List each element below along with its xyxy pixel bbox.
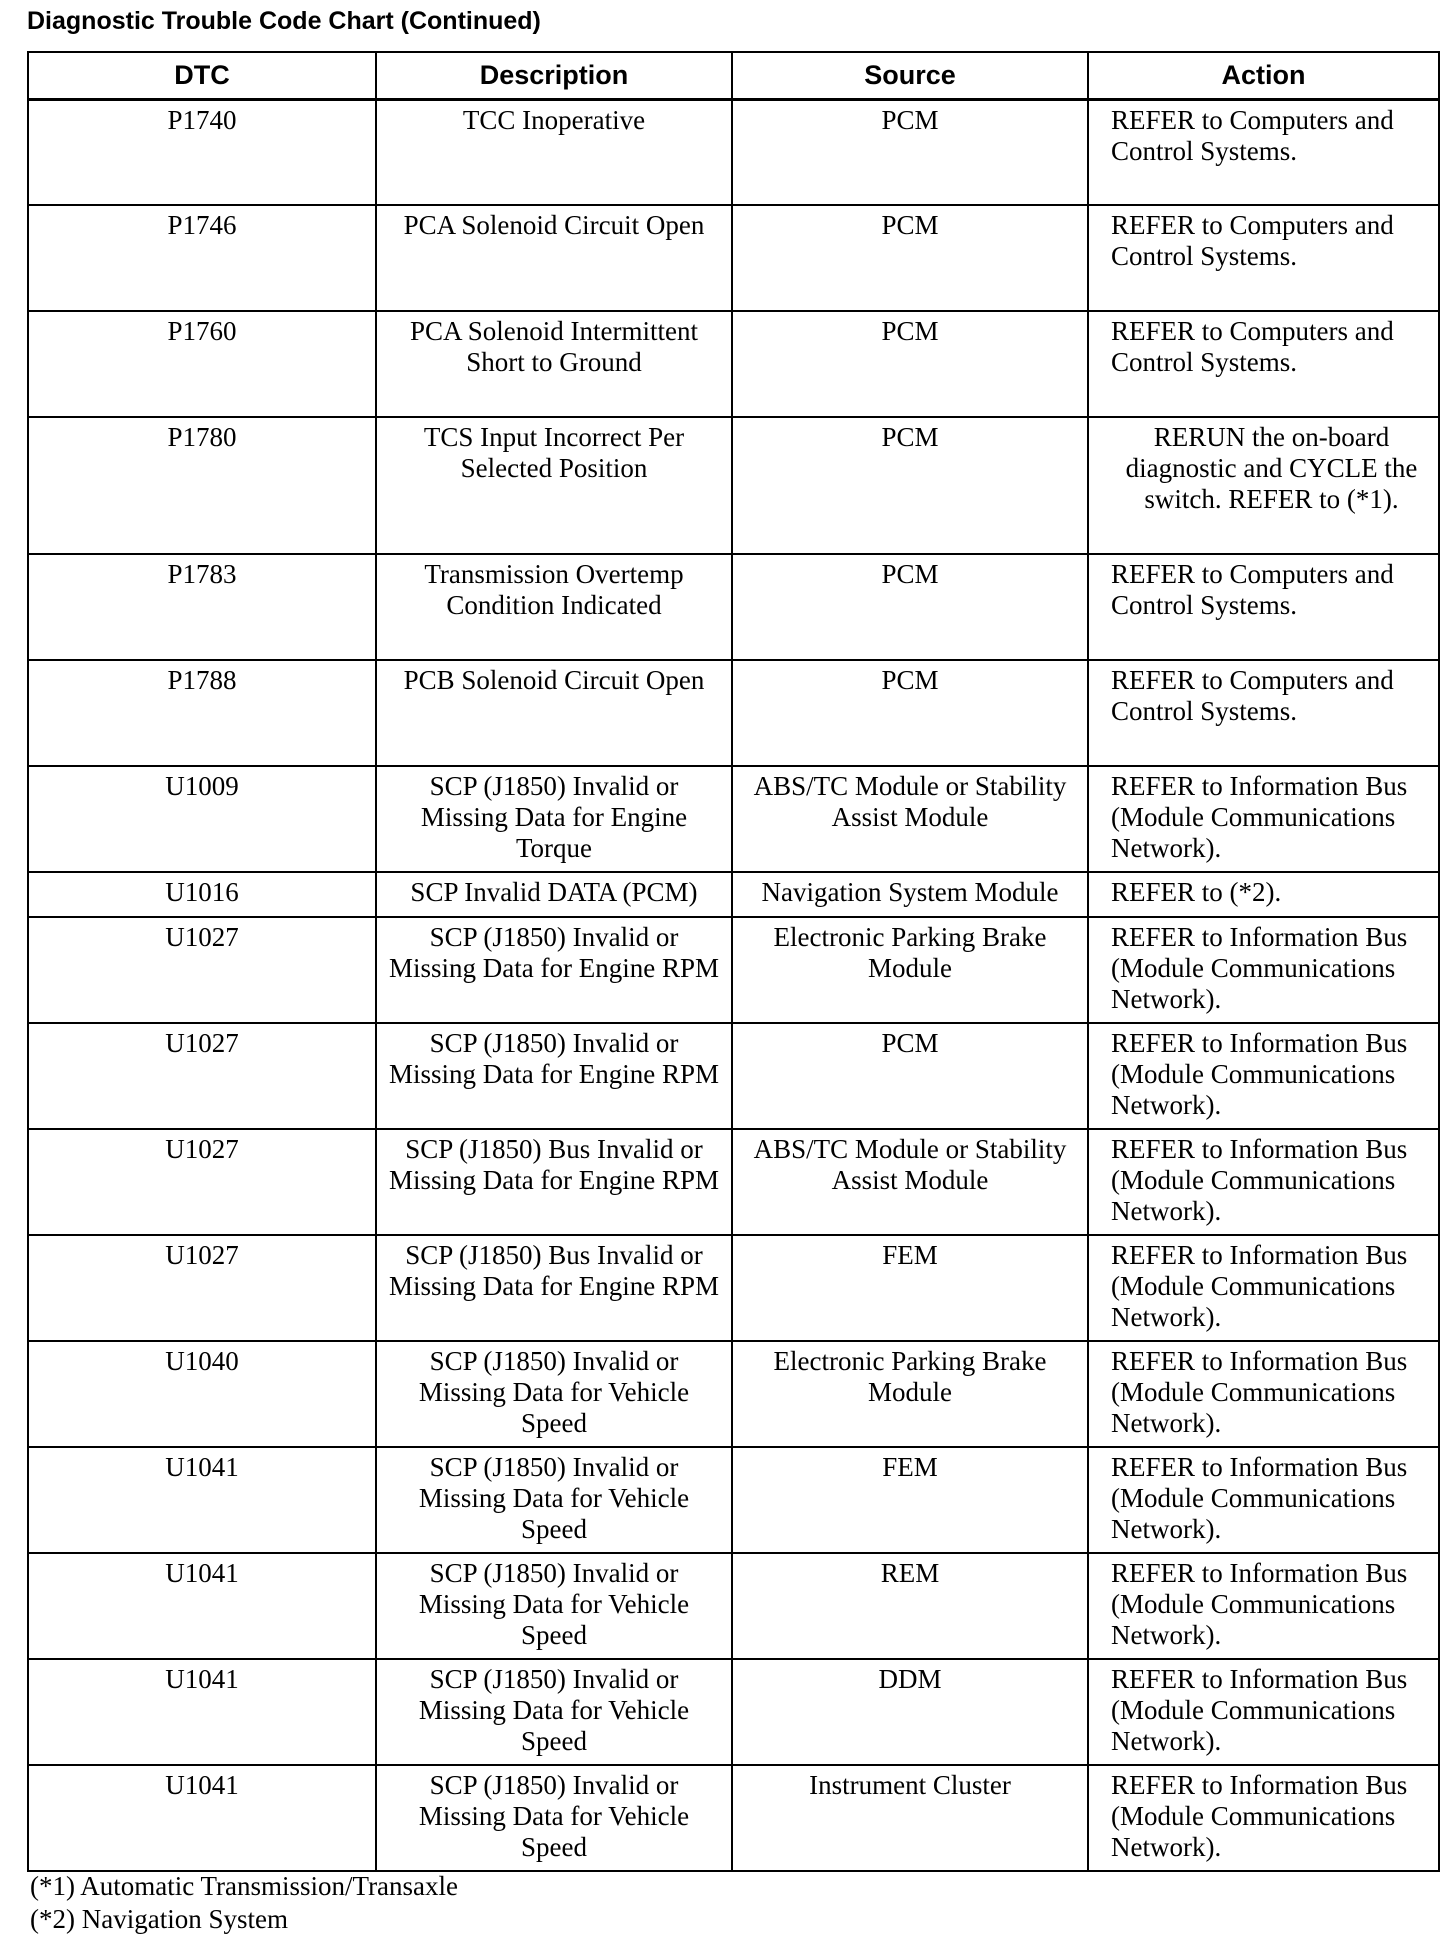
source-cell: Electronic Parking Brake Module <box>732 1341 1088 1447</box>
action-cell: REFER to Computers and Control Systems. <box>1088 660 1439 766</box>
dtc-chart-table <box>27 51 1440 1872</box>
source-cell: Electronic Parking Brake Module <box>732 917 1088 1023</box>
description-cell: SCP (J1850) Invalid or Missing Data for Vehicle Speed <box>376 1765 732 1871</box>
action-cell: REFER to Information Bus (Module Communications Network). <box>1088 1023 1439 1129</box>
dtc-cell: P1746 <box>28 205 376 311</box>
table-row <box>28 872 1439 917</box>
footnote-2: (*2) Navigation System <box>30 1904 288 1934</box>
description-cell: SCP Invalid DATA (PCM) <box>376 872 732 917</box>
table-row <box>28 766 1439 872</box>
source-cell: PCM <box>732 311 1088 417</box>
dtc-cell: P1760 <box>28 311 376 417</box>
description-cell: PCA Solenoid Circuit Open <box>376 205 732 311</box>
description-cell: Transmission Overtemp Condition Indicated <box>376 554 732 660</box>
source-cell: Instrument Cluster <box>732 1765 1088 1871</box>
action-cell: REFER to Computers and Control Systems. <box>1088 554 1439 660</box>
dtc-cell: U1009 <box>28 766 376 872</box>
description-cell: TCS Input Incorrect Per Selected Position <box>376 417 732 554</box>
description-cell: PCA Solenoid Intermittent Short to Ground <box>376 311 732 417</box>
dtc-cell: U1040 <box>28 1341 376 1447</box>
table-row <box>28 417 1439 554</box>
source-cell: Navigation System Module <box>732 872 1088 917</box>
column-header-source: Source <box>732 52 1088 99</box>
dtc-cell: P1788 <box>28 660 376 766</box>
table-row <box>28 1129 1439 1235</box>
table-row <box>28 1659 1439 1765</box>
action-cell: REFER to Information Bus (Module Communications Network). <box>1088 766 1439 872</box>
page-title: Diagnostic Trouble Code Chart (Continued) <box>27 7 541 35</box>
column-header-description: Description <box>376 52 732 99</box>
action-cell: REFER to Information Bus (Module Communications Network). <box>1088 1129 1439 1235</box>
source-cell: REM <box>732 1553 1088 1659</box>
action-cell: REFER to Computers and Control Systems. <box>1088 205 1439 311</box>
dtc-cell: U1027 <box>28 917 376 1023</box>
description-cell: SCP (J1850) Invalid or Missing Data for Vehicle Speed <box>376 1341 732 1447</box>
source-cell: PCM <box>732 417 1088 554</box>
description-cell: SCP (J1850) Invalid or Missing Data for Vehicle Speed <box>376 1447 732 1553</box>
dtc-cell: U1016 <box>28 872 376 917</box>
table-row <box>28 1341 1439 1447</box>
source-cell: DDM <box>732 1659 1088 1765</box>
action-cell: REFER to Information Bus (Module Communications Network). <box>1088 1447 1439 1553</box>
dtc-cell: U1027 <box>28 1023 376 1129</box>
source-cell: ABS/TC Module or Stability Assist Module <box>732 766 1088 872</box>
description-cell: SCP (J1850) Invalid or Missing Data for Engine RPM <box>376 917 732 1023</box>
action-cell: REFER to (*2). <box>1088 872 1439 917</box>
source-cell: PCM <box>732 660 1088 766</box>
column-header-action: Action <box>1088 52 1439 99</box>
source-cell: FEM <box>732 1235 1088 1341</box>
description-cell: SCP (J1850) Invalid or Missing Data for Engine Torque <box>376 766 732 872</box>
table-row <box>28 205 1439 311</box>
action-cell: REFER to Information Bus (Module Communications Network). <box>1088 1765 1439 1871</box>
dtc-cell: U1027 <box>28 1235 376 1341</box>
footnote-1: (*1) Automatic Transmission/Transaxle <box>30 1871 459 1901</box>
source-cell: PCM <box>732 99 1088 205</box>
dtc-cell: U1041 <box>28 1447 376 1553</box>
dtc-cell: P1780 <box>28 417 376 554</box>
source-cell: ABS/TC Module or Stability Assist Module <box>732 1129 1088 1235</box>
table-header-row <box>28 52 1439 99</box>
action-cell: REFER to Computers and Control Systems. <box>1088 99 1439 205</box>
action-cell: REFER to Computers and Control Systems. <box>1088 311 1439 417</box>
description-cell: SCP (J1850) Invalid or Missing Data for Engine RPM <box>376 1023 732 1129</box>
footnotes <box>30 1870 458 1936</box>
table-row <box>28 554 1439 660</box>
table-row <box>28 660 1439 766</box>
dtc-cell: P1783 <box>28 554 376 660</box>
dtc-cell: U1041 <box>28 1553 376 1659</box>
description-cell: SCP (J1850) Invalid or Missing Data for Vehicle Speed <box>376 1553 732 1659</box>
table-row <box>28 1447 1439 1553</box>
action-cell: REFER to Information Bus (Module Communications Network). <box>1088 1553 1439 1659</box>
description-cell: TCC Inoperative <box>376 99 732 205</box>
action-cell: REFER to Information Bus (Module Communications Network). <box>1088 1235 1439 1341</box>
table-row <box>28 1235 1439 1341</box>
column-header-dtc: DTC <box>28 52 376 99</box>
table-row <box>28 1765 1439 1871</box>
source-cell: PCM <box>732 1023 1088 1129</box>
action-cell: REFER to Information Bus (Module Communications Network). <box>1088 1659 1439 1765</box>
table-row <box>28 311 1439 417</box>
description-cell: SCP (J1850) Bus Invalid or Missing Data for Engine RPM <box>376 1235 732 1341</box>
dtc-cell: U1041 <box>28 1765 376 1871</box>
source-cell: PCM <box>732 554 1088 660</box>
table-row <box>28 917 1439 1023</box>
dtc-cell: P1740 <box>28 99 376 205</box>
source-cell: PCM <box>732 205 1088 311</box>
action-cell: RERUN the on-board diagnostic and CYCLE the switch. REFER to (*1). <box>1088 417 1439 554</box>
table-row <box>28 1023 1439 1129</box>
description-cell: SCP (J1850) Invalid or Missing Data for Vehicle Speed <box>376 1659 732 1765</box>
dtc-cell: U1041 <box>28 1659 376 1765</box>
table-row <box>28 1553 1439 1659</box>
table-row <box>28 99 1439 205</box>
dtc-cell: U1027 <box>28 1129 376 1235</box>
action-cell: REFER to Information Bus (Module Communications Network). <box>1088 1341 1439 1447</box>
source-cell: FEM <box>732 1447 1088 1553</box>
action-cell: REFER to Information Bus (Module Communications Network). <box>1088 917 1439 1023</box>
description-cell: SCP (J1850) Bus Invalid or Missing Data for Engine RPM <box>376 1129 732 1235</box>
description-cell: PCB Solenoid Circuit Open <box>376 660 732 766</box>
